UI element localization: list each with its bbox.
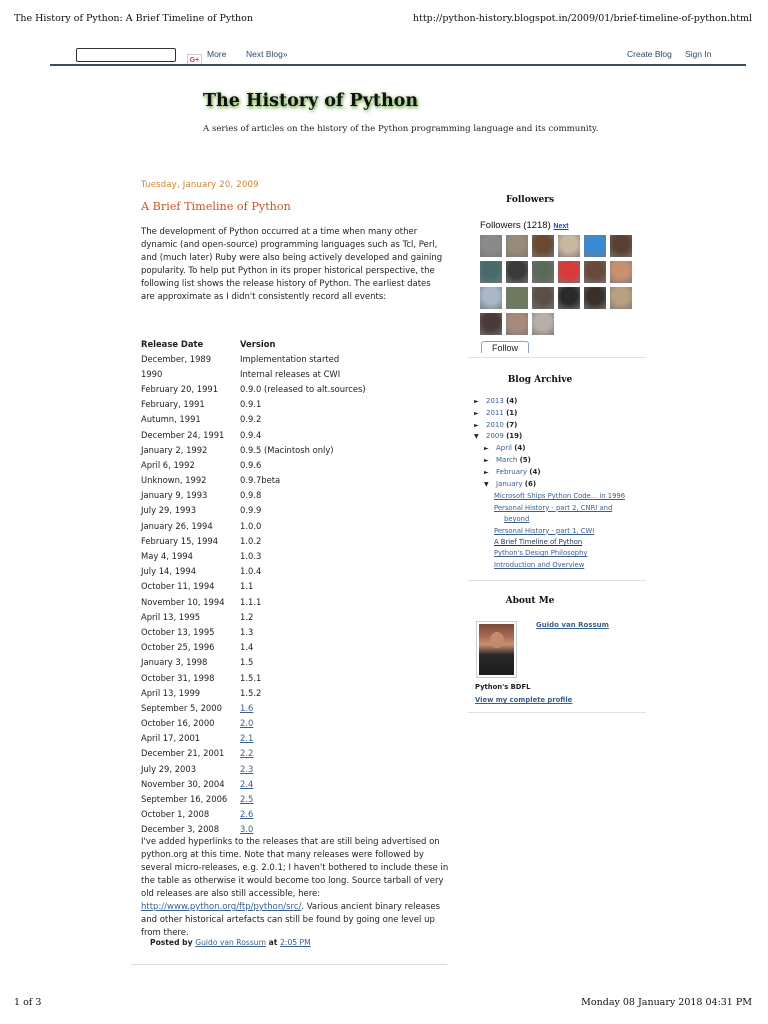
profile-name-link[interactable]: Guido van Rossum	[536, 621, 609, 629]
table-row	[141, 731, 366, 746]
follower-avatar[interactable]	[506, 313, 528, 335]
follower-avatar[interactable]	[532, 235, 554, 257]
print-datetime: Monday 08 January 2018 04:31 PM	[581, 997, 752, 1008]
release-date-cell: February 20, 1991	[141, 383, 219, 394]
expanded-triangle-icon[interactable]: ▼	[474, 433, 479, 441]
table-row	[141, 609, 366, 624]
release-date-cell: October 16, 2000	[141, 718, 215, 729]
release-date-cell: April 13, 1999	[141, 687, 201, 698]
archive-count: (1)	[506, 408, 518, 417]
archive-item	[484, 480, 536, 490]
follower-avatar[interactable]	[558, 287, 580, 309]
archive-count: (4)	[514, 444, 526, 453]
version-cell	[240, 776, 366, 791]
version-cell: 1.4	[240, 642, 254, 653]
follower-avatar[interactable]	[584, 287, 606, 309]
table-row	[141, 594, 366, 609]
archive-period-link[interactable]: April	[496, 444, 512, 453]
column-header-version: Version	[240, 338, 276, 349]
post-footer	[150, 938, 311, 947]
table-row	[141, 640, 366, 655]
version-cell: 0.9.2	[240, 414, 262, 425]
table-row	[141, 822, 366, 837]
collapsed-triangle-icon[interactable]: ►	[474, 398, 479, 405]
profile-photo[interactable]	[476, 621, 517, 678]
table-row	[141, 427, 366, 442]
archive-item	[474, 409, 517, 419]
archive-period-link[interactable]: February	[496, 467, 528, 476]
table-row	[141, 503, 366, 518]
table-row	[141, 533, 366, 548]
release-date-cell: November 10, 1994	[141, 596, 225, 607]
archive-item	[484, 444, 526, 454]
table-row	[141, 685, 366, 700]
more-link[interactable]: More	[207, 49, 227, 59]
next-blog-link[interactable]: Next Blog»	[246, 49, 288, 59]
release-date-cell: Autumn, 1991	[141, 414, 201, 425]
release-date-cell: October 11, 1994	[141, 581, 215, 592]
release-date-cell: July 29, 1993	[141, 505, 197, 516]
version-cell: 0.9.0 (released to alt.sources)	[240, 383, 366, 394]
collapsed-triangle-icon[interactable]: ►	[484, 468, 489, 476]
follower-avatar[interactable]	[480, 287, 502, 309]
table-row	[141, 488, 366, 503]
archive-period-link[interactable]: 2013	[486, 397, 504, 405]
about-me-title: About Me	[505, 596, 555, 606]
table-row	[141, 746, 366, 761]
post-date: Tuesday, January 20, 2009	[141, 180, 259, 190]
follower-avatar[interactable]	[480, 235, 502, 257]
follower-avatar[interactable]	[584, 235, 606, 257]
collapsed-triangle-icon[interactable]: ►	[484, 445, 489, 453]
release-table-body	[141, 351, 366, 837]
outro-text-part: I've added hyperlinks to the releases that are still being advertised on python.org at this time. Note that many releases were followed by several micro-releases, e.g. 2.0.1; I haven't bothered to include these in the table as otherwise it would become too long. Source tarball of very old releases are also still accessible, here:	[141, 837, 449, 899]
version-cell: 0.9.4	[240, 429, 262, 440]
widget-divider	[468, 357, 646, 358]
table-row	[141, 655, 366, 670]
print-page-url: http://python-history.blogspot.in/2009/01/brief-timeline-of-python.html	[412, 13, 752, 24]
archive-post-link[interactable]: Personal History - part 2, CNRI and	[494, 503, 613, 512]
column-header-release-date: Release Date	[141, 338, 204, 349]
version-link[interactable]: 2.5	[240, 794, 254, 805]
archive-item	[484, 468, 541, 478]
release-date-cell: January 3, 1998	[141, 657, 208, 668]
post-outro-text	[141, 836, 451, 940]
at-label: at	[268, 938, 278, 947]
post-time-link[interactable]: 2:05 PM	[280, 938, 311, 947]
version-cell: Internal releases at CWI	[240, 368, 341, 379]
post-divider	[131, 964, 447, 965]
profile-tagline: Python's BDFL	[475, 683, 531, 691]
table-row	[141, 397, 366, 412]
create-blog-link[interactable]: Create Blog	[627, 49, 672, 59]
table-header-row	[141, 336, 366, 351]
version-link[interactable]: 2.4	[240, 778, 254, 789]
archive-period-link[interactable]: March	[496, 456, 518, 464]
release-date-cell: January 2, 1992	[141, 444, 208, 455]
version-link[interactable]: 2.6	[240, 809, 254, 820]
print-header	[14, 13, 754, 27]
follower-avatar[interactable]	[506, 261, 528, 283]
view-profile-link[interactable]: View my complete profile	[475, 696, 573, 704]
table-row	[141, 548, 366, 563]
archive-count: (4)	[529, 467, 541, 476]
outro-text-part: . Various ancient binary releases and other historical artefacts can still be found by going one level up from there.	[141, 902, 441, 938]
version-cell: 1.0.4	[240, 566, 262, 577]
table-row	[141, 791, 366, 806]
version-cell	[240, 746, 366, 761]
navbar-search-input[interactable]	[76, 48, 176, 62]
version-cell	[240, 761, 366, 776]
archive-post-link[interactable]: A Brief Timeline of Python	[494, 538, 583, 546]
release-history-table	[141, 336, 366, 837]
print-page-title: The History of Python: A Brief Timeline of Python	[14, 13, 253, 24]
archive-item	[474, 432, 522, 442]
table-row	[141, 807, 366, 822]
table-row	[141, 716, 366, 731]
version-cell	[240, 731, 366, 746]
table-row	[141, 366, 366, 381]
print-page-number: 1 of 3	[14, 997, 42, 1008]
archive-post-link[interactable]: Python's Design Philosophy	[494, 549, 588, 558]
archive-item	[484, 456, 531, 466]
archive-period-link[interactable]: 2009	[486, 432, 504, 441]
table-row	[141, 412, 366, 427]
follower-avatar[interactable]	[584, 261, 606, 283]
follower-avatar[interactable]	[610, 261, 632, 283]
table-row	[141, 670, 366, 685]
table-row	[141, 624, 366, 639]
version-link[interactable]: 2.0	[240, 718, 254, 729]
version-cell: 1.1	[240, 581, 254, 592]
version-cell	[240, 822, 366, 837]
table-row	[141, 579, 366, 594]
archive-item	[474, 421, 517, 431]
release-date-cell: April 6, 1992	[141, 459, 195, 470]
table-row	[141, 564, 366, 579]
version-cell: 1.0.3	[240, 551, 262, 562]
collapsed-triangle-icon[interactable]: ►	[474, 421, 479, 429]
release-date-cell: July 14, 1994	[141, 566, 197, 577]
follower-avatar[interactable]	[558, 261, 580, 283]
blog-title[interactable]: The History of Python	[203, 91, 419, 111]
archive-count: (19)	[506, 432, 523, 441]
archive-count: (6)	[524, 479, 537, 488]
release-date-cell: January 26, 1994	[141, 520, 213, 531]
version-cell: 0.9.8	[240, 490, 262, 501]
release-date-cell: July 29, 2003	[141, 763, 197, 774]
archive-item	[474, 397, 517, 407]
release-date-cell: November 30, 2004	[141, 778, 225, 789]
release-date-cell: September 16, 2006	[141, 794, 228, 805]
archive-period-link[interactable]: 2011	[486, 408, 504, 417]
table-row	[141, 700, 366, 715]
archive-count: (4)	[506, 397, 518, 405]
table-row	[141, 761, 366, 776]
follower-avatar[interactable]	[610, 235, 632, 257]
release-date-cell: April 13, 1995	[141, 611, 201, 622]
archive-count: (5)	[519, 456, 531, 464]
version-cell: 0.9.6	[240, 459, 262, 470]
table-row	[141, 351, 366, 366]
archive-count: (7)	[506, 420, 518, 429]
release-date-cell: October 13, 1995	[141, 626, 215, 637]
followers-widget-title: Followers	[505, 195, 555, 205]
blog-post	[141, 180, 451, 304]
table-row	[141, 457, 366, 472]
archive-period-link[interactable]: January	[496, 479, 523, 488]
collapsed-triangle-icon[interactable]: ►	[474, 409, 479, 417]
version-cell	[240, 791, 366, 806]
release-date-cell: December 3, 2008	[141, 824, 220, 835]
version-cell: 0.9.7beta	[240, 475, 281, 486]
followers-count-label: Followers (1218)	[480, 220, 551, 231]
table-row	[141, 776, 366, 791]
version-cell: 1.2	[240, 611, 254, 622]
version-cell	[240, 700, 366, 715]
version-cell: 1.5.1	[240, 672, 262, 683]
blog-description: A series of articles on the history of the Python programming language and its community.	[203, 124, 599, 134]
follower-avatar[interactable]	[558, 235, 580, 257]
expanded-triangle-icon[interactable]: ▼	[484, 480, 489, 488]
release-date-cell: April 17, 2001	[141, 733, 201, 744]
version-link[interactable]: 1.6	[240, 702, 254, 713]
collapsed-triangle-icon[interactable]: ►	[484, 457, 489, 464]
release-date-cell: October 1, 2008	[141, 809, 210, 820]
follower-avatar[interactable]	[506, 235, 528, 257]
release-date-cell: May 4, 1994	[141, 551, 193, 562]
widget-divider	[468, 712, 646, 713]
archive-period-link[interactable]: 2010	[486, 420, 504, 429]
release-date-cell: October 25, 1996	[141, 642, 215, 653]
version-cell: 0.9.5 (Macintosh only)	[240, 444, 334, 455]
follow-button[interactable]: Follow	[481, 341, 529, 353]
archive-post-link[interactable]: Personal History - part 1, CWI	[494, 526, 595, 535]
version-link[interactable]: 3.0	[240, 824, 254, 835]
python-src-link[interactable]: http://www.python.org/ftp/python/src/	[141, 902, 302, 912]
table-row	[141, 473, 366, 488]
version-cell	[240, 716, 366, 731]
blog-archive-title: Blog Archive	[507, 375, 573, 385]
table-row	[141, 518, 366, 533]
version-cell: 1.1.1	[240, 596, 262, 607]
version-link[interactable]: 2.1	[240, 733, 254, 744]
follower-avatar[interactable]	[532, 287, 554, 309]
version-link[interactable]: 2.2	[240, 748, 254, 759]
followers-count	[480, 220, 569, 231]
release-date-cell: December 24, 1991	[141, 429, 225, 440]
posted-by-label: Posted by	[150, 938, 193, 947]
version-cell: 1.3	[240, 626, 254, 637]
release-date-cell: 1990	[141, 368, 163, 379]
version-cell: 1.0.0	[240, 520, 262, 531]
profile-image	[479, 624, 514, 675]
release-date-cell: Unknown, 1992	[141, 475, 207, 486]
post-author-link[interactable]: Guido van Rossum	[195, 938, 266, 947]
release-date-cell: October 31, 1998	[141, 672, 215, 683]
google-plus-icon[interactable]: G+	[187, 54, 202, 64]
follower-avatar[interactable]	[480, 313, 502, 335]
follower-avatar[interactable]	[610, 287, 632, 309]
follower-avatar[interactable]	[532, 313, 554, 335]
release-date-cell: February 15, 1994	[141, 535, 219, 546]
release-date-cell: December, 1989	[141, 353, 212, 364]
table-row	[141, 381, 366, 396]
version-cell: 0.9.9	[240, 505, 262, 516]
table-row	[141, 442, 366, 457]
sign-in-link[interactable]: Sign In	[685, 49, 712, 59]
version-cell: 1.5	[240, 657, 254, 668]
followers-next-link[interactable]: Next	[553, 223, 569, 230]
version-link[interactable]: 2.3	[240, 763, 254, 774]
follower-avatar[interactable]	[506, 287, 528, 309]
version-cell: Implementation started	[240, 353, 340, 364]
archive-post-link[interactable]: Introduction and Overview	[494, 560, 585, 569]
release-date-cell: January 9, 1993	[141, 490, 208, 501]
version-cell: 1.0.2	[240, 535, 262, 546]
version-cell: 0.9.1	[240, 399, 262, 410]
version-cell	[240, 807, 366, 822]
blogger-navbar	[50, 44, 746, 66]
archive-post-link[interactable]: Microsoft Ships Python Code... in 1996	[494, 492, 626, 501]
follower-avatar[interactable]	[532, 261, 554, 283]
archive-post-link[interactable]: beyond	[504, 515, 530, 524]
version-cell: 1.5.2	[240, 687, 262, 698]
release-date-cell: September 5, 2000	[141, 702, 222, 713]
post-intro-text: The development of Python occurred at a time when many other dynamic (and open-source) programming languages such as Tcl, Perl, and (much later) Ruby were also being actively developed and gaining popularity. To help put Python in its proper historical perspective, the following list shows the release history of Python. The earliest dates are approximate as I didn't consistently record all events:	[141, 227, 443, 302]
widget-divider	[468, 580, 646, 581]
follower-avatar[interactable]	[480, 261, 502, 283]
release-date-cell: February, 1991	[141, 399, 205, 410]
post-title[interactable]: A Brief Timeline of Python	[141, 200, 291, 213]
release-date-cell: December 21, 2001	[141, 748, 225, 759]
